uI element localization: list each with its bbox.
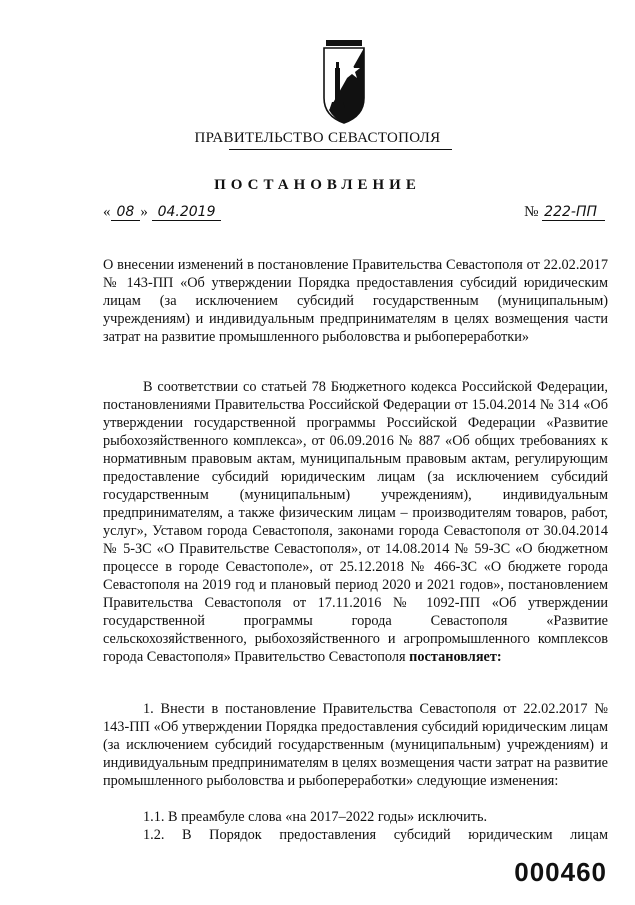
- government-title: [0, 130, 635, 147]
- preamble-text: В соответствии со статьей 78 Бюджетного кодекса Российской Федерации, постановлениями Правительства Российской Федерации от 15.04.2014 № 314 «Об утверждении государственной программы Российской Федерации «Развитие рыбохозяйственного комплекса», от 06.09.2016 № 887 «Об общих требованиях к нормативным правовым актам, муниципальным правовым актам, регулирующим предоставление субсидий юридическим лицам (за исключением субсидий государственным (муниципальным) учреждениям), индивидуальным предпринимателям, а также физическим лицам – производителям товаров, работ, услуг», Уставом города Севастополя, законами города Севастополя от 30.04.2014 № 5-ЗС «О Правительстве Севастополя», от 14.08.2014 № 59-ЗС «О бюджетном процессе в городе Севастополе», от 25.12.2018 № 466-ЗС «О бюджете города Севастополя на 2019 год и плановый период 2020 и 2021 годов», постановлением Правительства Севастополя от 17.11.2016 № 1092-ПП «Об утверждении государственной программы города Севастополя «Развитие сельскохозяйственного, рыбохозяйственного и агропромышленного комплексов города Севастополя» Правительство Севастополя: [103, 379, 608, 665]
- document-subject: О внесении изменений в постановление Правительства Севастополя от 22.02.2017 № 143-ПП «Об утверждении Порядка предоставления субсидий юридическим лицам (за исключением субсидий государственным (муниципальным) учреждениям) и индивидуальным предпринимателям в целях возмещения части затрат на развитие промышленного рыболовства и рыбопереработки»: [103, 257, 608, 345]
- document-number-handwritten: 222-ПП: [542, 204, 605, 221]
- item-1-2-paragraph: 1.2. В Порядок предоставления субсидий юридическим лицам: [143, 827, 608, 843]
- document-type-heading: ПОСТАНОВЛЕНИЕ: [214, 177, 421, 193]
- preamble-paragraph: [103, 378, 608, 666]
- decision-word: постановляет:: [409, 649, 502, 665]
- form-serial-number: 000460: [514, 857, 607, 887]
- item-1-1-paragraph: 1.1. В преамбуле слова «на 2017–2022 годы» исключить.: [143, 809, 488, 825]
- date-day-handwritten: 08: [111, 204, 141, 221]
- item-1-paragraph: 1. Внести в постановление Правительства Севастополя от 22.02.2017 № 143-ПП «Об утверждении Порядка предоставления субсидий юридическим лицам (за исключением субсидий государственным (муниципальным) учреждениям) и индивидуальным предпринимателям в целях возмещения части затрат на развитие промышленного рыболовства и рыбопереработки» следующие изменения:: [103, 701, 608, 789]
- title-underline: [229, 149, 452, 150]
- government-name: ПРАВИТЕЛЬСТВО СЕВАСТОПОЛЯ: [194, 130, 441, 146]
- document-date: « 08 » 04.2019: [103, 204, 221, 221]
- document-number: № 222-ПП: [524, 204, 605, 221]
- sevastopol-coat-of-arms-emblem: [320, 40, 368, 124]
- date-month-year-handwritten: 04.2019: [152, 204, 222, 221]
